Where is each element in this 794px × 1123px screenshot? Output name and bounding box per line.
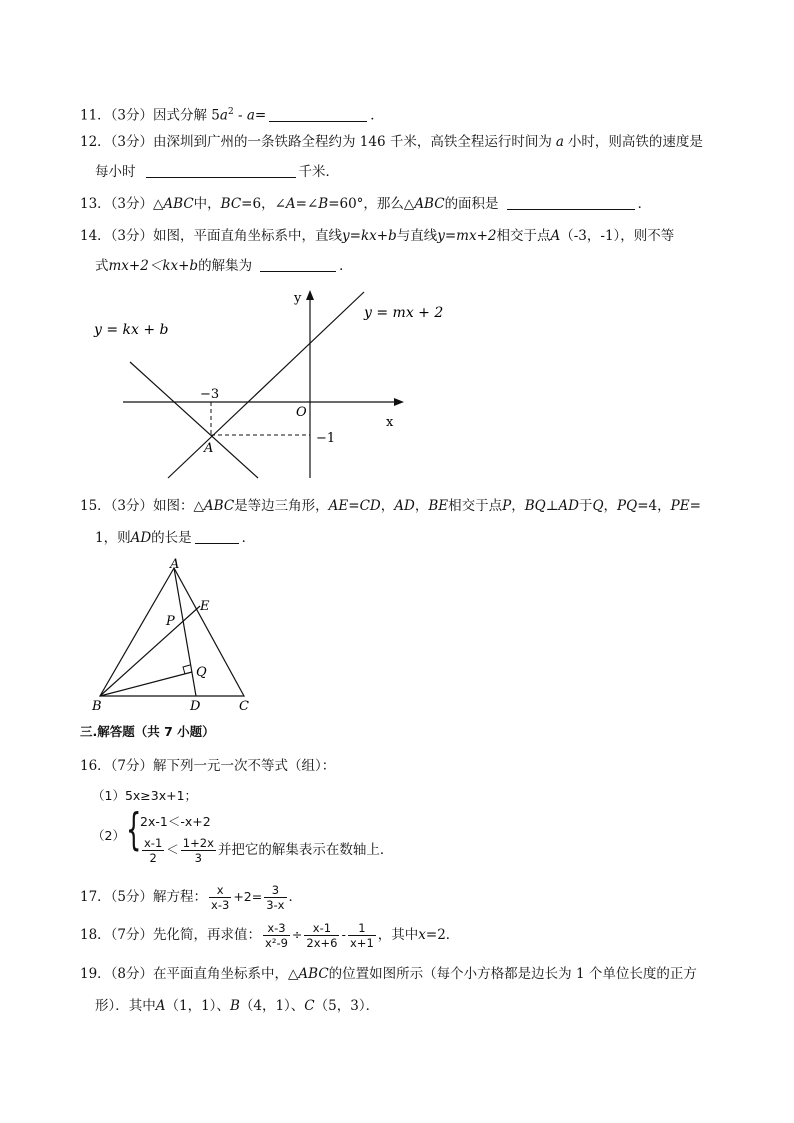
- q15-q: Q: [592, 498, 604, 514]
- q11-end: ．: [370, 107, 384, 124]
- q15-ad2: AD: [558, 498, 579, 514]
- q12-text: 12．（3分）由深圳到广州的一条铁路全程约为 146 千米，高铁全程运行时间为: [80, 134, 552, 150]
- q13-text2: 中，: [193, 196, 221, 212]
- question-11: [80, 102, 384, 126]
- q15-triangle-figure: [86, 554, 266, 716]
- q14-end: ．: [339, 258, 353, 274]
- fraction: [263, 921, 290, 950]
- fraction-denominator: x-3: [211, 898, 230, 912]
- origin-label: O: [296, 405, 307, 420]
- q15-p: P: [502, 498, 512, 514]
- q15-ae: AE: [328, 498, 349, 514]
- q13-A: A: [285, 196, 296, 212]
- q11-minus: -: [233, 107, 247, 124]
- question-15-line2: [95, 528, 255, 548]
- q14-text: 14．（3分）如图，平面直角坐标系中，直线: [80, 228, 343, 244]
- y-axis-label: y: [294, 291, 302, 306]
- q19-abc: ABC: [298, 966, 329, 982]
- label-B: B: [92, 699, 102, 714]
- question-19: [80, 964, 697, 984]
- q13-text: 13．（3分）△: [80, 196, 164, 212]
- system-brace: {: [126, 804, 142, 855]
- q16-system-line2: [140, 836, 393, 865]
- fraction: [181, 836, 216, 865]
- q13-end: ．: [637, 196, 652, 212]
- q19-B: B: [229, 998, 240, 1014]
- fraction-denominator: 3-x: [266, 898, 285, 912]
- q13-text3: =6，∠: [241, 196, 286, 212]
- label-Q: Q: [196, 665, 207, 680]
- q17-end: ．: [288, 889, 302, 905]
- q16-tail: 并把它的解集表示在数轴上．: [217, 842, 394, 858]
- y-axis-arrow: [306, 290, 314, 300]
- q11-var: a: [219, 107, 228, 124]
- q12-text3: 每小时: [95, 164, 136, 180]
- divide-sign: ÷: [291, 927, 303, 942]
- question-15: [80, 496, 701, 516]
- q15-eq: =: [348, 498, 360, 514]
- q13-abc: ABC: [163, 196, 194, 212]
- q15-text: 15．（3分）如图：△: [80, 498, 204, 514]
- answer-blank[interactable]: [195, 529, 239, 544]
- fraction-numerator: x: [209, 883, 231, 898]
- line-mx-2: [168, 292, 364, 478]
- less-than: ＜: [166, 842, 179, 857]
- q15-comma: ，: [380, 498, 395, 514]
- fraction-numerator: 1+2x: [182, 836, 214, 850]
- q17-mid: +2=: [233, 889, 263, 904]
- tick-label-y: −1: [316, 431, 336, 446]
- q15-be: BE: [428, 498, 449, 514]
- q13-text6: 的面积是: [444, 196, 499, 212]
- question-19-line2: [95, 996, 379, 1016]
- answer-blank[interactable]: [269, 107, 367, 122]
- fraction-numerator: 1: [348, 921, 376, 936]
- q14-text4: （-3，-1），则不等: [560, 228, 675, 244]
- q15-text4: 于: [578, 498, 593, 514]
- fraction-numerator: 3: [264, 883, 286, 898]
- fraction-numerator: x-1: [144, 836, 163, 850]
- q19-C: C: [304, 998, 315, 1014]
- q15-abc: ABC: [203, 498, 235, 514]
- q14-text6: 的解集为: [198, 258, 253, 274]
- label-C: C: [239, 699, 249, 714]
- label-mx-2: y = mx + 2: [364, 305, 444, 321]
- q19-A: A: [155, 998, 166, 1014]
- q19-text: 19．（8分）在平面直角坐标系中，△: [80, 966, 299, 982]
- answer-blank[interactable]: [507, 195, 635, 210]
- answer-blank[interactable]: [146, 163, 296, 178]
- q16-system-line1: 2x-1＜-x+2: [140, 814, 211, 829]
- q14-text5: 式: [95, 258, 109, 274]
- q15-text3: 相交于点: [448, 498, 503, 514]
- q17-text: 17．（5分）解方程：: [80, 889, 208, 905]
- q11-exponent: 2: [227, 107, 234, 117]
- x-axis-arrow: [394, 398, 404, 406]
- q13-bc: BC: [220, 196, 242, 212]
- label-P: P: [166, 614, 175, 629]
- q16-part1: （1）5x≥3x+1；: [92, 788, 198, 803]
- q14-inequality: mx+2＜kx+b: [108, 258, 199, 274]
- q19-text4: （1，1）、: [165, 998, 230, 1014]
- q15-bq: BQ: [524, 498, 546, 514]
- q15-cd: CD: [359, 498, 381, 514]
- q12-text2: 小时，则高铁的速度是: [567, 134, 703, 150]
- q18-text2: ，其中: [377, 927, 419, 943]
- question-18: [80, 918, 459, 952]
- line-kx-b: [130, 362, 258, 478]
- q14-text3: 相交于点: [496, 228, 551, 244]
- q15-text5: =4，: [637, 498, 671, 514]
- tick-label-x: −3: [200, 387, 220, 402]
- q16-part2-label: （2）: [92, 828, 125, 843]
- q15-comma4: ，: [603, 498, 618, 514]
- fraction-denominator: 2: [149, 851, 157, 865]
- minus-sign: -: [341, 927, 346, 942]
- q15-pq: PQ: [617, 498, 638, 514]
- q15-comma2: ，: [414, 498, 429, 514]
- fraction-numerator: x-1: [304, 921, 339, 936]
- q14-coordinate-graph: [88, 282, 444, 487]
- question-13: [80, 194, 651, 214]
- q19-text2: 的位置如图所示（每个小方格都是边长为 1 个单位长度的正方: [328, 966, 697, 982]
- q15-text6: 1，则: [95, 530, 131, 546]
- q18-var: x: [418, 927, 426, 943]
- label-D: D: [190, 699, 201, 714]
- question-14: [80, 226, 674, 246]
- q15-ad3: AD: [130, 530, 152, 546]
- fraction: [348, 921, 376, 950]
- q12-var: a: [555, 134, 564, 150]
- q15-pe: PE: [670, 498, 690, 514]
- q18-text: 18．（7分）先化简，再求值：: [80, 927, 262, 943]
- q13-text4: =∠: [295, 196, 319, 212]
- label-E: E: [200, 599, 210, 614]
- q13-text5: =60°，那么△: [328, 196, 415, 212]
- x-axis-label: x: [386, 415, 394, 430]
- q19-text3: 形）．其中: [95, 998, 156, 1014]
- q15-ad: AD: [394, 498, 415, 514]
- question-14-line2: [95, 256, 353, 276]
- q19-text5: （4，1）、: [239, 998, 305, 1014]
- q15-text7: 的长是: [151, 530, 192, 546]
- fraction: [209, 883, 231, 912]
- q12-text4: 千米．: [298, 164, 339, 180]
- question-12-line2: [95, 162, 339, 182]
- fraction-numerator: x-3: [263, 921, 290, 936]
- q14-line-k: y=kx+b: [342, 228, 397, 244]
- q15-end: ．: [241, 530, 256, 546]
- q13-B: B: [318, 196, 329, 212]
- label-kx-b: y = kx + b: [94, 322, 169, 338]
- q19-text6: （5，3）．: [314, 998, 380, 1014]
- point-A-label: A: [204, 441, 214, 456]
- question-17: [80, 880, 302, 914]
- question-16: 16．（7分）解下列一元一次不等式（组）：: [80, 758, 336, 774]
- q18-text3: =2．: [425, 927, 460, 943]
- fraction-denominator: 2x+6: [306, 936, 338, 950]
- fraction: [304, 921, 339, 950]
- q15-text2: 是等边三角形，: [234, 498, 329, 514]
- answer-blank[interactable]: [260, 257, 336, 272]
- fraction: [264, 883, 286, 912]
- q14-text2: 与直线: [396, 228, 438, 244]
- label-A: A: [170, 557, 180, 572]
- q15-eq2: =: [689, 498, 701, 514]
- q11-var2: a: [246, 107, 255, 124]
- q13-abc2: ABC: [414, 196, 445, 212]
- fraction-denominator: 3: [194, 851, 202, 865]
- question-12: [80, 132, 703, 152]
- fraction-denominator: x²-9: [265, 936, 288, 950]
- q14-line-m: y=mx+2: [437, 228, 497, 244]
- fraction-denominator: x+1: [350, 936, 374, 950]
- section-heading: 三.解答题（共 7 小题）: [80, 724, 215, 739]
- q11-text: 11．（3分）因式分解 5: [80, 107, 220, 124]
- q11-eq: =: [254, 107, 267, 124]
- fraction: [142, 836, 164, 865]
- q14-point: A: [550, 228, 561, 244]
- q15-comma3: ，: [511, 498, 525, 514]
- q15-perp: ⊥: [545, 498, 559, 514]
